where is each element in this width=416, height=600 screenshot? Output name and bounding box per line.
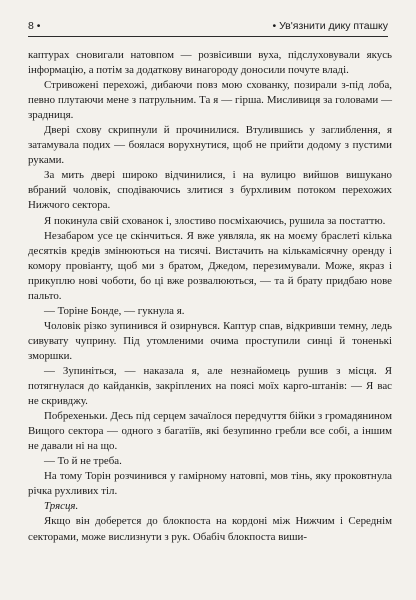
paragraph: Стривожені перехожі, дибаючи повз мою схованку, позирали з-під лоба, певно плутаючи мене з патрульним. Та я — гірша. Мисливиця за головами — зрадниця. [28,79,392,122]
paragraph: Я покинула свій схованок і, злостиво посміхаючись, рушила за постаттю. [44,214,386,227]
running-title: • Ув'язнити дику пташку [272,20,388,32]
paragraph: каптурах сновигали натовпом — розвісивши вуха, підслуховували якусь інформацію, а потім за додаткову винагороду доносили почуте владі. [28,49,392,77]
paragraph: Якщо він доберется до блокпоста на кордоні між Нижчим і Середнім секторами, може вислизнути з рук. Обабіч блокпоста виши- [28,515,392,543]
paragraph: Незабаром усе це скінчиться. Я вже уявляла, як на моєму браслеті кілька десятків кредів змінюються на тисячі. Вистачить на кількамісячну оренду і комору провіанту, щоб ми з братом, Джедом, перезимували. Може, якраз і прикуплю нові чоботи, бо ці вже розвалюються, — та й брату придбаю нове пальто. [28,229,392,302]
page-number: 8 • [28,20,41,32]
paragraph: Чоловік різко зупинився й озирнувся. Каптур спав, відкривши темну, ледь сивувату чуприну. Під утомленими очима проступили синці й тоненькі зморшки. [28,319,392,362]
paragraph: — Зупиніться, — наказала я, але незнайомець рушив з місця. Я потягнулася до кайданків, закріплених на поясі моїх карго-штанів: — Я вас не скривджу. [28,364,392,408]
paragraph: — То й не треба. [44,455,122,468]
paragraph: На тому Торін розчинився у гамірному натовпі, мов тінь, яку проковтнула річка рухливих тіл. [28,470,392,498]
paragraph: Двері схову скрипнули й прочинилися. Втулившись у заглиблення, я затамувала подих — боялася ворухнутися, щоб не прийти додому з пустими руками. [28,124,392,167]
paragraph: Побрехеньки. Десь під серцем зачаїлося передчуття бійки з громадянином Вищого сектора — одного з багатіїв, які безупинно гребли все собі, а іншим не давали ні на що. [28,410,392,453]
paragraph-italic: Трясця. [44,500,79,513]
page-header [28,20,388,37]
paragraph: За мить двері широко відчинилися, і на вулицю вийшов вишукано вбраний чоловік, сподіваючись злитися з бурхливим потоком перехожих Нижчого сектора. [28,169,392,212]
paragraph: — Торіне Бонде, — гукнула я. [44,304,185,317]
body-text [28,48,392,545]
